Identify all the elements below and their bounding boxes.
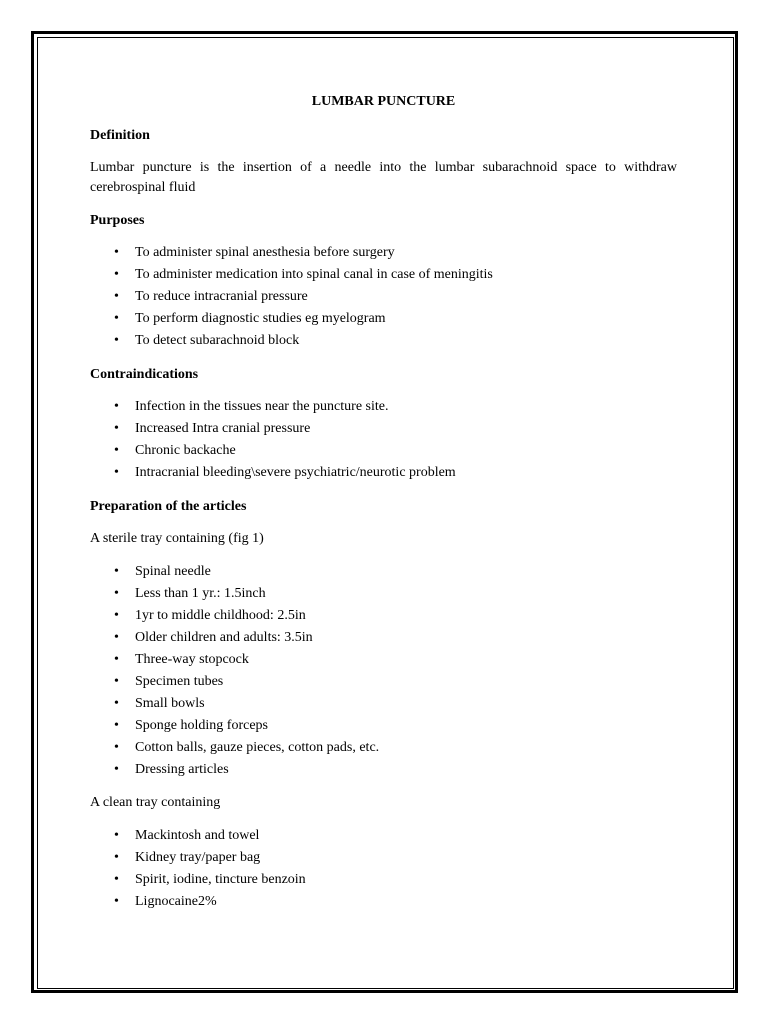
bullet-icon: •: [114, 652, 119, 667]
definition-heading: Definition: [90, 128, 150, 143]
list-item: [90, 869, 677, 891]
bullet-icon: •: [114, 399, 119, 414]
list-item-text: To administer medication into spinal canal in case of meningitis: [135, 267, 493, 282]
bullet-icon: •: [114, 421, 119, 436]
bullet-icon: •: [114, 872, 119, 887]
list-item: [90, 462, 677, 484]
contraindications-heading: Contraindications: [90, 367, 199, 382]
bullet-icon: •: [114, 311, 119, 326]
list-item: [90, 627, 677, 649]
bullet-icon: •: [114, 696, 119, 711]
list-item: [90, 330, 677, 352]
list-item: [90, 759, 677, 781]
purposes-heading: Purposes: [90, 213, 145, 228]
preparation-heading: Preparation of the articles: [90, 499, 247, 514]
bullet-icon: •: [114, 267, 119, 282]
bullet-icon: •: [114, 564, 119, 579]
list-item-text: Sponge holding forceps: [135, 718, 268, 733]
list-item-text: To detect subarachnoid block: [135, 333, 300, 348]
list-item-text: Infection in the tissues near the puncture site.: [135, 399, 389, 414]
list-item: [90, 308, 677, 330]
list-item: [90, 264, 677, 286]
list-item: [90, 286, 677, 308]
bullet-icon: •: [114, 674, 119, 689]
list-item: [90, 825, 677, 847]
bullet-icon: •: [114, 333, 119, 348]
clean-tray-intro: A clean tray containing: [90, 795, 221, 810]
bullet-icon: •: [114, 630, 119, 645]
list-item: [90, 440, 677, 462]
list-item: [90, 418, 677, 440]
list-item-text: Mackintosh and towel: [135, 828, 260, 843]
list-item-text: Lignocaine2%: [135, 894, 217, 909]
document-body: [90, 92, 677, 913]
list-item-text: Intracranial bleeding\severe psychiatric/neurotic problem: [135, 465, 456, 480]
list-item-text: Kidney tray/paper bag: [135, 850, 261, 865]
list-item-text: Specimen tubes: [135, 674, 224, 689]
list-item: [90, 605, 677, 627]
bullet-icon: •: [114, 762, 119, 777]
list-item-text: Chronic backache: [135, 443, 236, 458]
list-item-text: 1yr to middle childhood: 2.5in: [135, 608, 306, 623]
list-item: [90, 671, 677, 693]
clean-tray-list: [90, 825, 677, 913]
list-item-text: To perform diagnostic studies eg myelogram: [135, 311, 386, 326]
list-item-text: Three-way stopcock: [135, 652, 249, 667]
bullet-icon: •: [114, 245, 119, 260]
list-item: [90, 561, 677, 583]
list-item: [90, 242, 677, 264]
bullet-icon: •: [114, 740, 119, 755]
bullet-icon: •: [114, 718, 119, 733]
purposes-list: [90, 242, 677, 352]
list-item: [90, 891, 677, 913]
sterile-tray-intro: A sterile tray containing (fig 1): [90, 531, 264, 546]
list-item: [90, 693, 677, 715]
list-item-text: Spirit, iodine, tincture benzoin: [135, 872, 306, 887]
list-item-text: Less than 1 yr.: 1.5inch: [135, 586, 266, 601]
bullet-icon: •: [114, 586, 119, 601]
list-item-text: Older children and adults: 3.5in: [135, 630, 313, 645]
list-item: [90, 715, 677, 737]
list-item-text: To administer spinal anesthesia before surgery: [135, 245, 395, 260]
list-item: [90, 847, 677, 869]
list-item-text: To reduce intracranial pressure: [135, 289, 308, 304]
bullet-icon: •: [114, 289, 119, 304]
bullet-icon: •: [114, 828, 119, 843]
list-item: [90, 737, 677, 759]
bullet-icon: •: [114, 465, 119, 480]
bullet-icon: •: [114, 850, 119, 865]
list-item-text: Dressing articles: [135, 762, 229, 777]
document-title: LUMBAR PUNCTURE: [311, 94, 456, 109]
list-item-text: Cotton balls, gauze pieces, cotton pads, etc.: [135, 740, 380, 755]
list-item: [90, 396, 677, 418]
list-item: [90, 583, 677, 605]
bullet-icon: •: [114, 894, 119, 909]
list-item: [90, 649, 677, 671]
definition-text: Lumbar puncture is the insertion of a needle into the lumbar subarachnoid space to withdraw cerebrospinal fluid: [90, 160, 677, 195]
bullet-icon: •: [114, 443, 119, 458]
list-item-text: Small bowls: [135, 696, 205, 711]
contraindications-list: [90, 396, 677, 484]
list-item-text: Increased Intra cranial pressure: [135, 421, 311, 436]
bullet-icon: •: [114, 608, 119, 623]
sterile-tray-list: [90, 561, 677, 781]
list-item-text: Spinal needle: [135, 564, 211, 579]
